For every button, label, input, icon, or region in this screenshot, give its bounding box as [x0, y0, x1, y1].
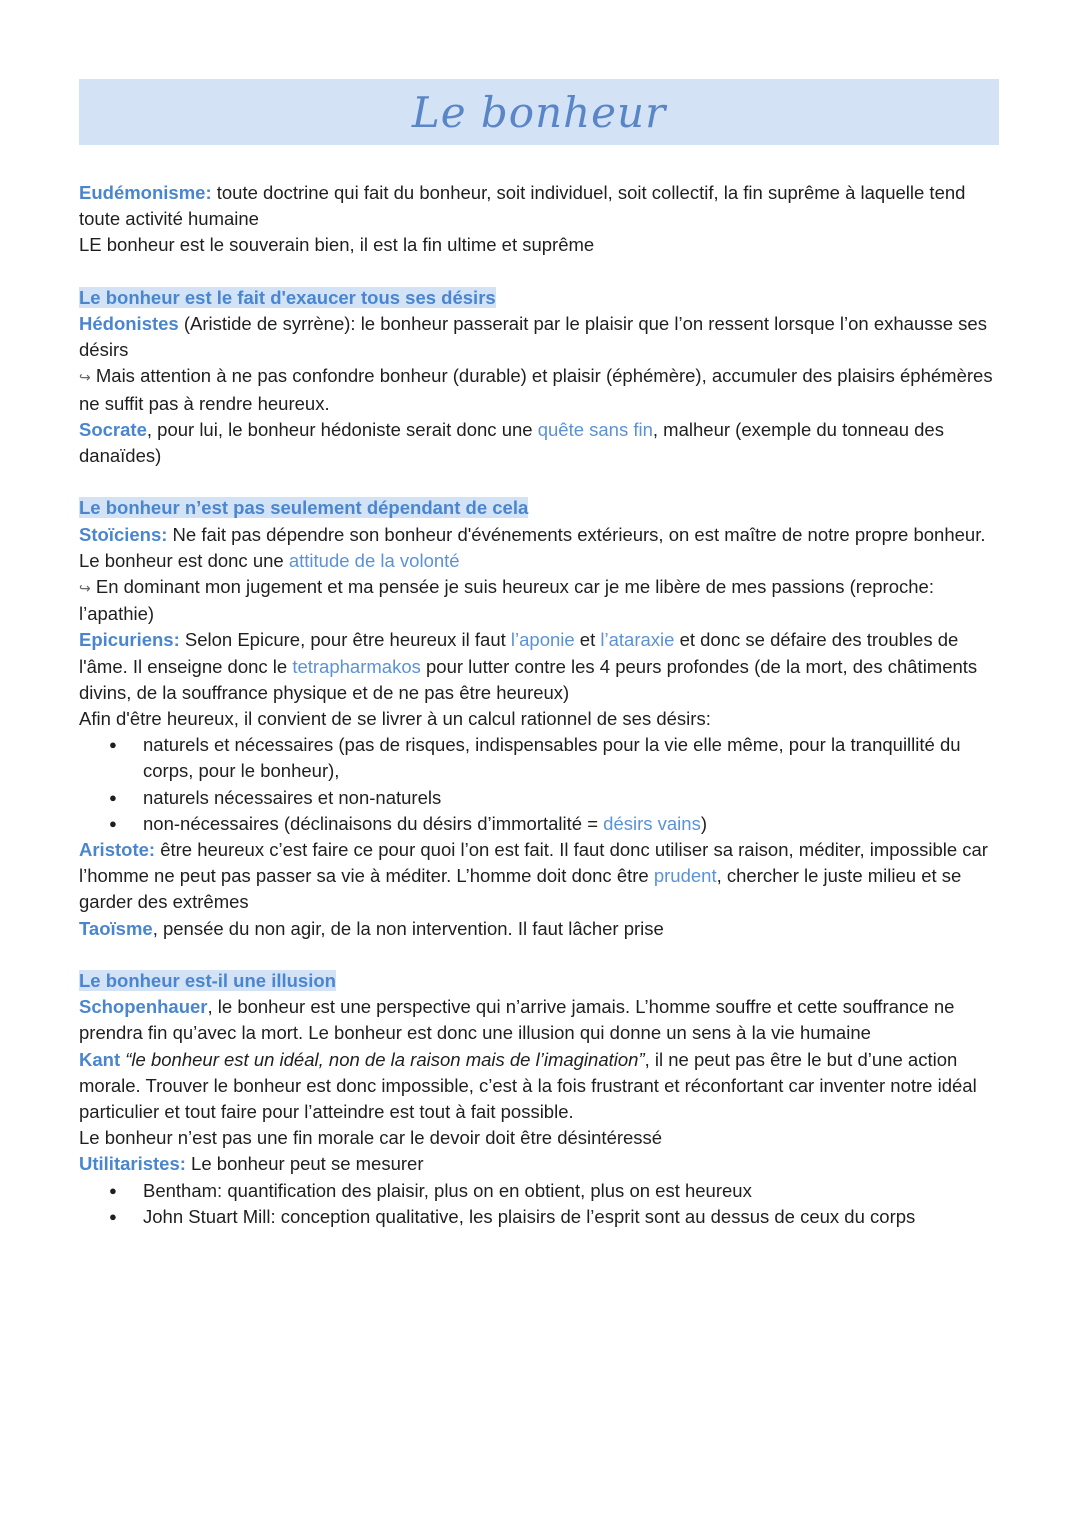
spacer	[79, 942, 1004, 968]
term-epicuriens: Epicuriens:	[79, 629, 180, 651]
link-ataraxie: l’ataraxie	[600, 629, 675, 651]
afin-paragraph: Afin d'être heureux, il convient de se livrer à un calcul rationnel de ses désirs:	[79, 708, 711, 730]
term-schopenhauer: Schopenhauer	[79, 996, 208, 1018]
dominant-text: En dominant mon jugement et ma pensée je suis heureux car je me libère de mes passions (reproche: l’apathie)	[79, 576, 934, 625]
aristote-text: être heureux c’est faire ce pour quoi l’on est fait. Il faut donc utiliser sa raison, méditer, impossible car l’homme ne peut pas passer sa vie à méditer. L’homme doit donc être	[79, 839, 988, 887]
taoisme-paragraph	[79, 916, 1004, 942]
term-aristote: Aristote:	[79, 839, 156, 861]
stoiciens-paragraph	[79, 522, 1004, 574]
aristote-paragraph	[79, 837, 1004, 916]
link-attitude-volonte: attitude de la volonté	[288, 549, 460, 571]
list-item: ● John Stuart Mill: conception qualitative, les plaisirs de l’esprit sont au dessus de ceux du corps	[109, 1204, 1004, 1230]
term-kant: Kant	[79, 1048, 121, 1070]
taoisme-text: , pensée du non agir, de la non intervention. Il faut lâcher prise	[152, 917, 664, 939]
list-item-text: non-nécessaires (déclinaisons du désirs d’immortalité =	[143, 812, 604, 834]
term-hedonistes: Hédonistes	[79, 313, 179, 334]
hedonistes-text: (Aristide de syrrène): le bonheur passerait par le plaisir que l’on ressent lorsque l’on exhausse ses désirs	[79, 313, 987, 361]
attention-text: Mais attention à ne pas confondre bonheur (durable) et plaisir (éphémère), accumuler des plaisirs éphémères ne suffit pas à rendre heureux.	[79, 365, 993, 414]
dominant-paragraph	[79, 574, 1004, 627]
spacer	[79, 469, 1004, 495]
socrate-text-end: , malheur (exemple du tonneau des danaïdes)	[79, 418, 944, 467]
section3-heading-line	[79, 968, 1004, 994]
intro-paragraph	[79, 180, 1004, 232]
stoiciens-text: Ne fait pas dépendre son bonheur d'événements extérieurs, on est maître de notre propre bonheur. Le bonheur est donc une	[79, 523, 986, 571]
list-item-end: )	[700, 812, 708, 834]
spacer	[79, 259, 1004, 285]
intro-definition: toute doctrine qui fait du bonheur, soit individuel, soit collectif, la fin suprême à laquelle tend toute activité humaine	[79, 182, 966, 230]
intro-line2: LE bonheur est le souverain bien, il est la fin ultime et suprême	[79, 234, 595, 256]
hedonistes-paragraph	[79, 311, 1004, 363]
link-aponie: l’aponie	[510, 629, 575, 651]
attention-paragraph	[79, 363, 1004, 416]
list-item	[109, 811, 1004, 837]
kant-paragraph	[79, 1047, 1004, 1126]
link-desirs-vains: désirs vains	[603, 812, 701, 834]
epicuriens-et: et	[574, 629, 601, 651]
page-title: Le bonheur	[411, 87, 667, 137]
section3-heading: Le bonheur est-il une illusion	[79, 970, 336, 992]
epicuriens-paragraph	[79, 627, 1004, 706]
arrow-icon: ↪	[79, 580, 91, 597]
term-eudemonisme: Eudémonisme:	[79, 182, 212, 203]
schopenhauer-text: , le bonheur est une perspective qui n’arrive jamais. L’homme souffre et cette souffrance ne prendra fin qu’avec la mort. Le bonheur est donc une illusion qui donne un sens à la vie humaine	[79, 996, 955, 1044]
schopenhauer-paragraph	[79, 994, 1004, 1046]
section2-heading: Le bonheur n’est pas seulement dépendant de cela	[79, 497, 529, 519]
term-stoiciens: Stoïciens:	[79, 523, 168, 545]
arrow-icon: ↪	[79, 369, 91, 386]
kant-text: , il ne peut pas être le but d’une action morale. Trouver le bonheur est donc impossible, c’est à la fois frustrant et réconfortant car inventer notre idéal particulier et tout faire pour l’atteindre est tout à fait possible.	[79, 1048, 977, 1123]
aristote-text-end: , chercher le juste milieu et se garder des extrêmes	[79, 865, 962, 913]
link-quete-sans-fin: quête sans fin	[537, 418, 653, 440]
socrate-paragraph	[79, 417, 1004, 469]
link-tetrapharmakos: tetrapharmakos	[292, 655, 421, 677]
list-item: ● naturels et nécessaires (pas de risques, indispensables pour la vie elle même, pour la tranquillité du corps, pour le bonheur),	[109, 732, 1004, 784]
utilitaristes-list	[79, 1178, 1004, 1230]
socrate-text: , pour lui, le bonheur hédoniste serait donc une	[146, 418, 538, 440]
title-banner	[79, 79, 999, 145]
section2-heading-line	[79, 495, 1004, 521]
utilitaristes-text: Le bonheur peut se mesurer	[185, 1153, 424, 1175]
section1-heading: Le bonheur est le fait d'exaucer tous ses désirs	[79, 286, 496, 308]
epicuriens-text: Selon Epicure, pour être heureux il faut	[179, 629, 511, 651]
desirs-list	[79, 732, 1004, 837]
term-utilitaristes: Utilitaristes:	[79, 1153, 186, 1175]
utilitaristes-paragraph	[79, 1151, 1004, 1177]
epicuriens-text2: et donc se défaire des troubles de l'âme. Il enseigne donc le	[79, 629, 959, 677]
epicuriens-text3: pour lutter contre les 4 peurs profondes (de la mort, des châtiments divins, de la souffrance physique et de ne pas être heureux)	[79, 655, 978, 703]
document-body	[79, 180, 1004, 1230]
term-socrate: Socrate	[79, 418, 147, 440]
list-item: ● naturels nécessaires et non-naturels	[109, 785, 1004, 811]
list-item: ● Bentham: quantification des plaisir, plus on en obtient, plus on est heureux	[109, 1178, 1004, 1204]
term-taoisme: Taoïsme	[79, 917, 153, 939]
link-prudent: prudent	[653, 865, 717, 887]
devoir-paragraph: Le bonheur n’est pas une fin morale car le devoir doit être désintéressé	[79, 1127, 663, 1149]
kant-quote: “le bonheur est un idéal, non de la raison mais de l’imagination”	[120, 1048, 645, 1070]
section1-heading-line	[79, 285, 1004, 311]
